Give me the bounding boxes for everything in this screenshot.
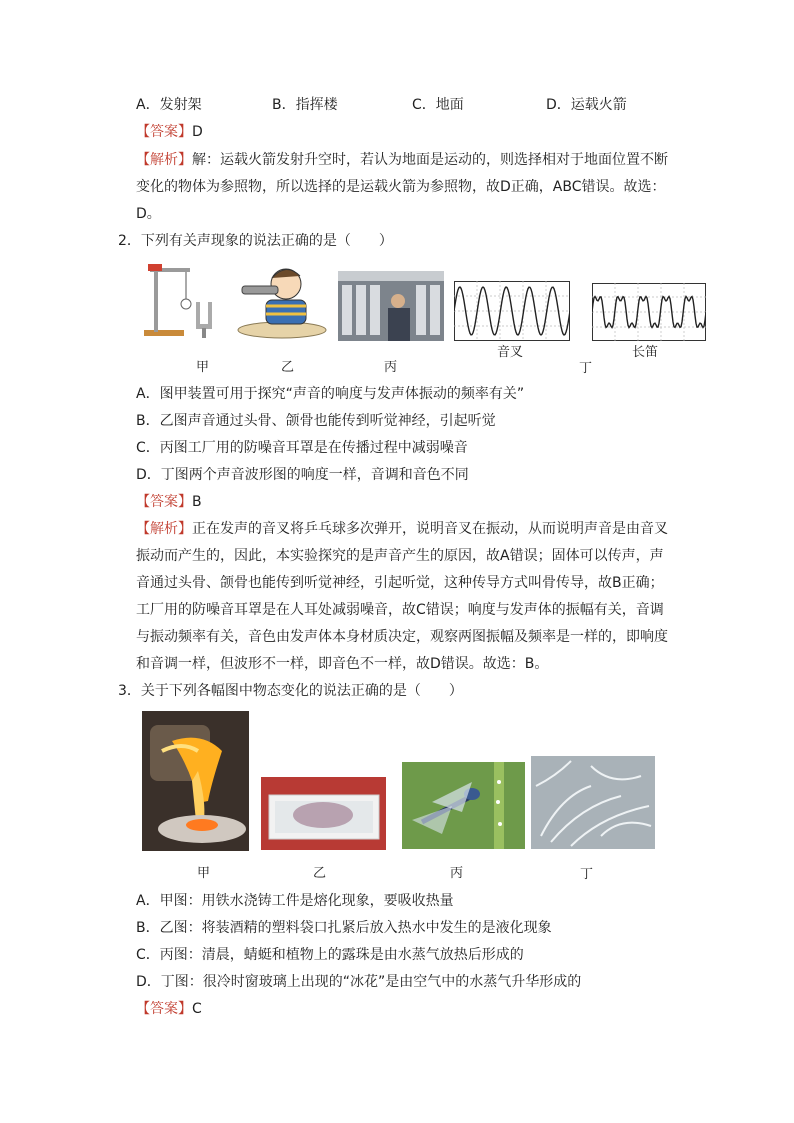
q2-analysis-line-3: 音通过头骨、颌骨也能传到听觉神经，引起听觉，这种传导方式叫骨传导，故B正确； <box>136 575 664 591</box>
figure-yi-boy-listening <box>236 262 328 340</box>
answer-tag: 【答案】 <box>136 494 192 510</box>
q1-option-a: A．发射架 <box>136 97 202 113</box>
caption-ding: 丁 <box>579 361 593 376</box>
q1-option-c: C．地面 <box>412 97 464 113</box>
analysis-text: 解：运载火箭发射升空时，若认为地面是运动的，则选择相对于地面位置不断 <box>192 152 668 168</box>
figure-jia-tuning-fork-apparatus <box>140 260 220 342</box>
caption-bing: 丙 <box>450 866 464 881</box>
figure-yi-plastic-bag-tray <box>261 777 386 850</box>
figure-bing-dragonfly-dew <box>402 762 525 849</box>
answer-value: C <box>192 1001 202 1017</box>
answer-value: B <box>192 494 202 510</box>
caption-jia: 甲 <box>197 866 211 881</box>
figure-tuning-fork-waveform <box>454 281 570 341</box>
figure-flute-waveform <box>592 283 706 341</box>
q1-analysis-line-1 <box>136 150 668 170</box>
caption-yi: 乙 <box>281 360 295 375</box>
q1-analysis-line-2: 变化的物体为参照物，所以选择的是运载火箭为参照物，故D正确，ABC错误。故选： <box>136 179 666 195</box>
q2-analysis-line-5: 与振动频率有关，音色由发声体本身材质决定，观察两图振幅及频率是一样的，即响度 <box>136 629 668 645</box>
q3-option-d: D．丁图：很冷时窗玻璃上出现的“冰花”是由空气中的水蒸气升华形成的 <box>136 974 582 990</box>
q1-option-d: D．运载火箭 <box>546 97 627 113</box>
q3-option-b: B．乙图：将装酒精的塑料袋口扎紧后放入热水中发生的是液化现象 <box>136 920 552 936</box>
q2-stem: 2．下列有关声现象的说法正确的是（ ） <box>118 233 393 249</box>
analysis-tag: 【解析】 <box>136 152 192 168</box>
answer-tag: 【答案】 <box>136 1001 192 1017</box>
q2-option-d: D．丁图两个声音波形图的响度一样，音调和音色不同 <box>136 467 469 483</box>
answer-tag: 【答案】 <box>136 124 192 140</box>
q1-analysis-line-3: D。 <box>136 206 161 222</box>
caption-yi: 乙 <box>313 866 327 881</box>
figure-jia-molten-iron <box>142 711 249 851</box>
q2-analysis-line-4: 工厂用的防噪音耳罩是在人耳处减弱噪音，故C错误；响度与发声体的振幅有关，音调 <box>136 602 664 618</box>
caption-bing: 丙 <box>384 360 398 375</box>
q3-option-c: C．丙图：清晨，蜻蜓和植物上的露珠是由水蒸气放热后形成的 <box>136 947 524 963</box>
figure-bing-factory-worker <box>338 271 444 341</box>
analysis-text: 正在发声的音叉将乒乓球多次弹开，说明音叉在振动，从而说明声音是由音叉 <box>192 521 668 537</box>
caption-tuning-fork: 音叉 <box>497 345 524 360</box>
analysis-tag: 【解析】 <box>136 521 192 537</box>
caption-ding: 丁 <box>580 867 594 882</box>
figure-ding-ice-flowers <box>531 756 655 849</box>
caption-flute: 长笛 <box>632 345 659 360</box>
q3-option-a: A．甲图：用铁水浇铸工件是熔化现象，要吸收热量 <box>136 893 454 909</box>
q3-stem: 3．关于下列各幅图中物态变化的说法正确的是（ ） <box>118 683 463 699</box>
q2-analysis-line-1 <box>136 519 668 539</box>
q1-answer <box>136 122 203 142</box>
q2-option-a: A．图甲装置可用于探究“声音的响度与发声体振动的频率有关” <box>136 386 525 402</box>
q2-option-c: C．丙图工厂用的防噪音耳罩是在传播过程中减弱噪音 <box>136 440 468 456</box>
answer-value: D <box>192 124 203 140</box>
q1-option-b: B．指挥楼 <box>272 97 338 113</box>
q2-analysis-line-6: 和音调一样，但波形不一样，即音色不一样，故D错误。故选：B。 <box>136 656 549 672</box>
q2-option-b: B．乙图声音通过头骨、颌骨也能传到听觉神经，引起听觉 <box>136 413 496 429</box>
caption-jia: 甲 <box>196 360 210 375</box>
q2-analysis-line-2: 振动而产生的，因此，本实验探究的是声音产生的原因，故A错误；固体可以传声，声 <box>136 548 664 564</box>
q2-answer <box>136 492 202 512</box>
q3-answer <box>136 999 202 1019</box>
